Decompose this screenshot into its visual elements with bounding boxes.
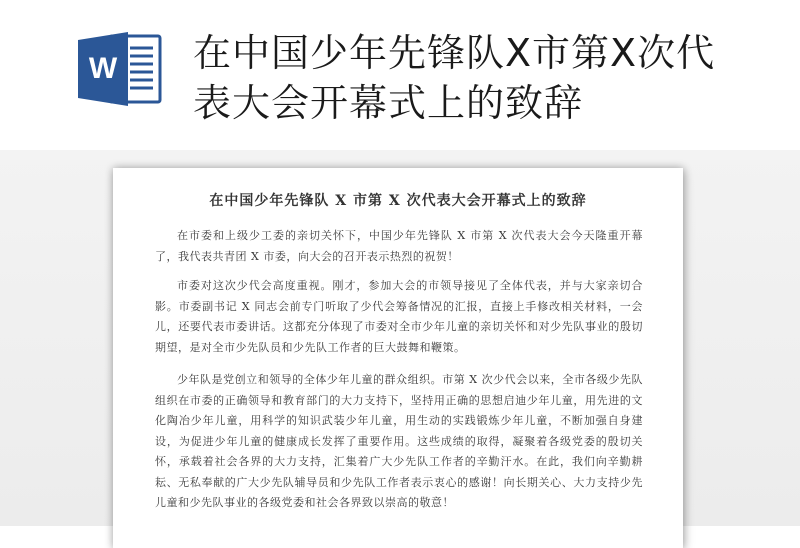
header-band <box>0 0 800 150</box>
document-title: 在中国少年先锋队 X 市第 X 次代表大会开幕式上的致辞 <box>209 193 587 209</box>
page-title-line-2: 表大会开幕式上的致辞 <box>193 81 584 125</box>
document-page <box>113 168 683 548</box>
page-title-line-1: 在中国少年先锋队X市第X次代 <box>193 31 716 75</box>
page-title <box>193 28 753 128</box>
paragraph: 在市委和上级少工委的亲切关怀下，中国少年先锋队 X 市第 X 次代表大会今天隆重开幕了，我代表共青团 X 市委，向大会的召开表示热烈的祝贺！ <box>155 229 643 263</box>
svg-text:W: W <box>88 52 118 85</box>
paragraph: 市委对这次少代会高度重视。刚才，参加大会的市领导接见了全体代表，并与大家亲切合影。市委副书记 X 同志会前专门听取了少代会筹备情况的汇报，直接上手修改相关材料，一会儿，还要代表市委讲话。这都充分体现了市委对全市少年儿童的亲切关怀和对少先队事业的殷切期望，是对全市少先队员和少先队工作者的巨大鼓舞和鞭策。 <box>155 279 643 354</box>
word-doc-icon <box>76 30 164 108</box>
paragraph: 少年队是党创立和领导的全体少年儿童的群众组织。市第 X 次少代会以来，全市各级少先队组织在市委的正确领导和教育部门的大力支持下，坚持用正确的思想启迪少年儿童，用先进的文化陶冶少年儿童，用科学的知识武装少年儿童，用生动的实践锻炼少年儿童，不断加强自身建设，为促进少年儿童的健康成长发挥了重要作用。这些成绩的取得，凝聚着各级党委的殷切关怀，承载着社会各界的大力支持，汇集着广大少先队工作者的辛勤汗水。在此，我们向辛勤耕耘、无私奉献的广大少先队辅导员和少先队工作者表示衷心的感谢！向长期关心、大力支持少先儿童和少先队事业的各级党委和社会各界致以崇高的敬意！ <box>155 373 643 509</box>
